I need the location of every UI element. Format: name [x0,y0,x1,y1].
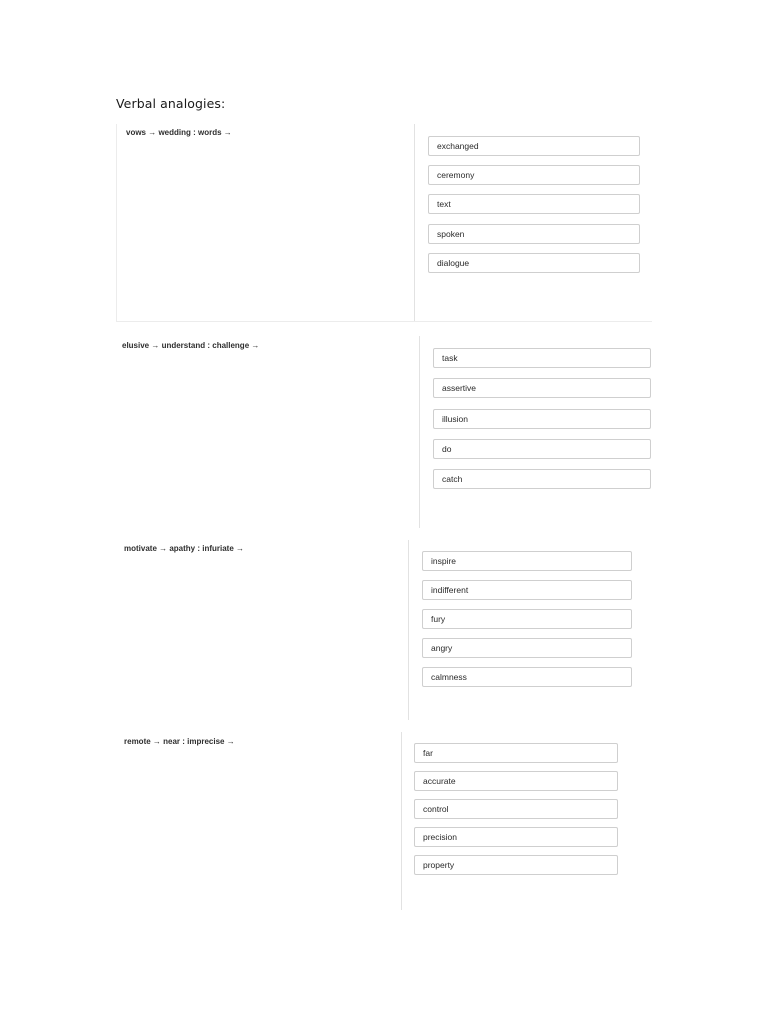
answer-option[interactable]: illusion [433,409,651,429]
question-divider [414,124,415,322]
answer-option[interactable]: precision [414,827,618,847]
question-4 [116,732,650,910]
answer-option[interactable]: dialogue [428,253,640,273]
answer-option[interactable]: indifferent [422,580,632,600]
answer-option[interactable]: inspire [422,551,632,571]
question-2 [116,336,656,528]
answer-option[interactable]: assertive [433,378,651,398]
answer-option[interactable]: task [433,348,651,368]
question-divider [419,336,420,528]
answer-option[interactable]: control [414,799,618,819]
answer-option[interactable]: text [428,194,640,214]
answer-option[interactable]: spoken [428,224,640,244]
question-1 [116,124,652,322]
analogy-prompt: vows → wedding : words → [126,128,232,137]
question-divider [401,732,402,910]
page-title: Verbal analogies: [116,96,226,111]
analogy-prompt: elusive → understand : challenge → [122,341,260,350]
answer-option[interactable]: calmness [422,667,632,687]
analogy-prompt: motivate → apathy : infuriate → [124,544,245,553]
question-divider [408,540,409,720]
answer-option[interactable]: far [414,743,618,763]
question-left-border [116,124,117,322]
answer-option[interactable]: angry [422,638,632,658]
answer-option[interactable]: fury [422,609,632,629]
analogy-prompt: remote → near : imprecise → [124,737,235,746]
answer-option[interactable]: ceremony [428,165,640,185]
question-separator [116,321,652,322]
answer-option[interactable]: do [433,439,651,459]
answer-option[interactable]: exchanged [428,136,640,156]
answer-option[interactable]: property [414,855,618,875]
question-3 [116,540,646,720]
answer-option[interactable]: catch [433,469,651,489]
answer-option[interactable]: accurate [414,771,618,791]
